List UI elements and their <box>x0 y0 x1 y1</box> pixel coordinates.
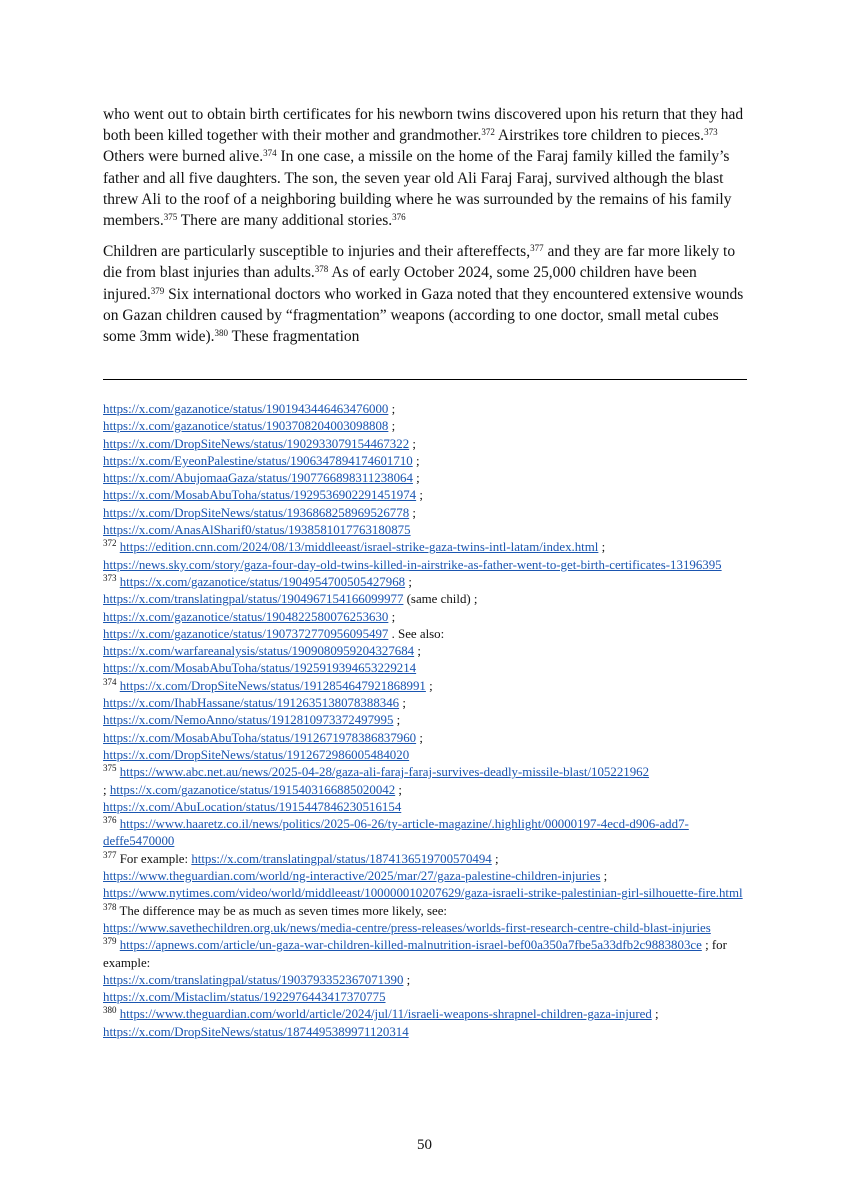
footnote-ref-373[interactable]: 373 <box>704 127 718 138</box>
footnote-link[interactable]: https://x.com/AnasAlSharif0/status/1938581017763180875 <box>103 523 411 538</box>
footnote-link[interactable]: https://x.com/gazanotice/status/1904954700505427968 <box>119 574 406 589</box>
footnote-372: $^{372}$ https://edition.cnn.com/2024/08/13/middleeast/israel-strike-gaza-twins-intl-latam/index.html ; https://news.sky.com/story/gaza-four-day-old-twins-killed-in-airstrike-as-father-went-to-get-birth-certificates-13196395 <box>103 538 722 572</box>
footnote-number: 379 <box>103 936 117 947</box>
footnote-link[interactable]: https://edition.cnn.com/2024/08/13/middleeast/israel-strike-gaza-twins-intl-latam/index.html <box>119 540 599 555</box>
footnote-link[interactable]: https://news.sky.com/story/gaza-four-day-old-twins-killed-in-airstrike-as-father-went-to-get-birth-certificates-13196395 <box>103 557 722 572</box>
footnote-link[interactable]: https://www.haaretz.co.il/news/politics/2025-06-26/ty-article-magazine/.highlight/00000197-4ecd-d906-add7-deffe5470000 <box>103 817 689 849</box>
footnote-number: 374 <box>103 676 117 687</box>
text-run: Six international doctors who worked in Gaza noted that they encountered extensive wounds on Gazan children caused by “fragmentation” weapons (according to one doctor, small metal cubes some 3mm wide). <box>103 285 744 346</box>
footnote-380: $^{380}$ https://www.theguardian.com/world/article/2024/jul/11/israeli-weapons-shrapnel-children-gaza-injured ; https://x.com/DropSiteNews/status/1874495389971120314 <box>103 1005 659 1039</box>
footnote-374: $^{374}$ https://x.com/DropSiteNews/status/1912854647921868991 ; https://x.com/IhabHassane/status/1912635138078388346 ; https://x.com/NemoAnno/status/1912810973372497995 ; https://x.com/MosabAbuToha/status/1912671978386837960 ; https://x.com/DropSiteNews/status/1912672986005484020 <box>103 676 433 762</box>
text-run: Children are particularly susceptible to injuries and their aftereffects, <box>103 243 531 261</box>
text-run: As of early October 2024, some 25,000 children have been injured. <box>103 264 697 303</box>
text-run: and they are far more likely to die from blast injuries than adults. <box>103 243 736 282</box>
page-number: 50 <box>417 1137 432 1153</box>
footnote-link[interactable]: https://x.com/AbujomaaGaza/status/1907766898311238064 <box>103 471 413 486</box>
footnote-link[interactable]: https://x.com/translatingpal/status/1903793352367071390 <box>103 972 404 987</box>
footnote-number: 377 <box>103 849 117 860</box>
footnote-number: 372 <box>103 538 117 549</box>
footnote-376 <box>103 816 753 851</box>
footnote-number: 380 <box>103 1005 117 1016</box>
footnote-link[interactable]: https://www.theguardian.com/world/ng-interactive/2025/mar/27/gaza-palestine-children-injuries <box>103 869 601 884</box>
footnote-separator <box>103 379 747 380</box>
footnote-link[interactable]: https://x.com/warfareanalysis/status/1909080959204327684 <box>103 644 415 659</box>
main-body <box>103 104 751 357</box>
text-run: In one case, a missile on the home of the Faraj family killed the family’s father and all five daughters. The son, the seven year old Ali Faraj Faraj, survived although the blast threw Ali to the roof of a neighboring building where he was surrounded by the remains of his family members. <box>103 148 732 230</box>
footnote-379: $^{379}$ https://apnews.com/article/un-gaza-war-children-killed-malnutrition-israel-bef00a350a7fbe5a33dfb2c9883803ce ; for example: https://x.com/translatingpal/status/1903793352367071390 ; https://x.com/Mistaclim/status/1922976443417370775 <box>103 936 727 1005</box>
footnote-link[interactable]: https://x.com/DropSiteNews/status/1912854647921868991 <box>119 678 426 693</box>
footnote-ref-379[interactable]: 379 <box>150 285 165 296</box>
paragraph-1 <box>103 104 751 231</box>
text-run: Airstrikes tore children to pieces. <box>494 127 705 145</box>
footnote-link[interactable]: https://x.com/IhabHassane/status/1912635138078388346 <box>103 696 400 711</box>
footnote-ref-372[interactable]: 372 <box>481 127 495 138</box>
footnote-link[interactable]: https://x.com/gazanotice/status/1907372770956095497 <box>103 626 389 641</box>
footnote-ref-374[interactable]: 374 <box>263 148 277 159</box>
footnote-link[interactable]: https://x.com/gazanotice/status/1904822580076253630 <box>103 609 389 624</box>
footnote-number: 375 <box>103 763 117 774</box>
footnote-375: $^{375}$ https://www.abc.net.au/news/2025-04-28/gaza-ali-faraj-faraj-survives-deadly-missile-blast/105221962 ; https://x.com/gazanotice/status/1915403166885020042 ; https://x.com/AbuLocation/status/1915447846230516154 <box>103 763 650 814</box>
footnote-373: $^{373}$ https://x.com/gazanotice/status/1904954700505427968 ; https://x.com/translatingpal/status/1904967154166099977 (same child) ; https://x.com/gazanotice/status/1904822580076253630 ; https://x.com/gazanotice/status/1907372770956095497 . See also: https://x.com/warfareanalysis/status/1909080959204327684 ; https://x.com/MosabAbuToha/status/1925919394653229214 <box>103 572 478 676</box>
footnote-link[interactable]: https://apnews.com/article/un-gaza-war-children-killed-malnutrition-israel-bef00a350a7fbe5a33dfb2c9883803ce <box>119 938 702 953</box>
footnote-ref-377[interactable]: 377 <box>530 243 544 254</box>
footnote-378: $^{378}$ The difference may be as much as seven times more likely, see: https://www.savethechildren.org.uk/news/media-centre/press-releases/worlds-first-research-centre-child-blast-injuries <box>103 901 711 935</box>
footnote-link[interactable]: https://www.theguardian.com/world/article/2024/jul/11/israeli-weapons-shrapnel-children-gaza-injured <box>119 1007 652 1022</box>
footnote-link[interactable]: https://x.com/Mistaclim/status/1922976443417370775 <box>103 990 386 1005</box>
footnote-link[interactable]: https://x.com/DropSiteNews/status/1874495389971120314 <box>103 1024 409 1039</box>
footnote-link[interactable]: https://x.com/EyeonPalestine/status/1906347894174601710 <box>103 453 413 468</box>
text-run: These fragmentation <box>228 328 360 346</box>
footnote-number: 378 <box>103 901 117 912</box>
paragraph-2 <box>103 241 751 347</box>
footnote-377: $^{377}$ For example: https://x.com/translatingpal/status/1874136519700570494 ; https://www.theguardian.com/world/ng-interactive/2025/mar/27/gaza-palestine-children-injuries ; https://www.nytimes.com/video/world/middleeast/100000010207629/gaza-israeli-strike-palestinian-girl-silhouette-fire.html <box>103 849 743 901</box>
footnote-link[interactable]: https://x.com/NemoAnno/status/1912810973372497995 <box>103 713 394 728</box>
footnote-number: 376 <box>103 815 117 826</box>
footnote-link[interactable]: https://x.com/gazanotice/status/1915403166885020042 <box>109 782 396 797</box>
footnote-ref-380[interactable]: 380 <box>214 328 228 339</box>
footnote-link[interactable]: https://x.com/gazanotice/status/1901943446463476000 <box>103 402 389 416</box>
footnote-link[interactable]: https://x.com/DropSiteNews/status/1902933079154467322 <box>103 436 410 451</box>
footnote-ref-375[interactable]: 375 <box>163 212 178 223</box>
footnote-link[interactable]: https://www.nytimes.com/video/world/middleeast/100000010207629/gaza-israeli-strike-palestinian-girl-silhouette-fire.html <box>103 886 743 901</box>
footnote-link[interactable]: https://x.com/MosabAbuToha/status/1929536902291451974 <box>103 488 417 503</box>
footnote-link[interactable]: https://x.com/MosabAbuToha/status/1912671978386837960 <box>103 730 417 745</box>
footnote-link[interactable]: https://x.com/DropSiteNews/status/1936868258969526778 <box>103 505 410 520</box>
footnote-link[interactable]: https://x.com/gazanotice/status/1903708204003098808 <box>103 419 389 434</box>
text-run: who went out to obtain birth certificates for his newborn twins discovered upon his return that they had both been killed together with their mother and grandmother. <box>103 106 744 145</box>
footnote-number: 373 <box>103 572 117 583</box>
footnote-link[interactable]: https://x.com/DropSiteNews/status/1912672986005484020 <box>103 747 410 762</box>
footnote-link[interactable]: https://x.com/MosabAbuToha/status/1925919394653229214 <box>103 661 417 676</box>
footnote-continuation: https://x.com/gazanotice/status/1901943446463476000 ; https://x.com/gazanotice/status/1903708204003098808 ; https://x.com/DropSiteNews/status/1902933079154467322 ; https://x.com/EyeonPalestine/status/1906347894174601710 ; https://x.com/AbujomaaGaza/status/1907766898311238064 ; https://x.com/MosabAbuToha/status/1929536902291451974 ; https://x.com/DropSiteNews/status/1936868258969526778 ; https://x.com/AnasAlSharif0/status/1938581017763180875 <box>103 402 423 538</box>
footnote-ref-378[interactable]: 378 <box>314 264 329 275</box>
footnotes-section <box>103 401 753 1041</box>
text-run: Others were burned alive. <box>103 148 264 166</box>
footnote-link[interactable]: https://www.savethechildren.org.uk/news/media-centre/press-releases/worlds-first-research-centre-child-blast-injuries <box>103 920 711 935</box>
text-run: There are many additional stories. <box>177 212 393 230</box>
footnote-link[interactable]: https://x.com/translatingpal/status/1904967154166099977 <box>103 592 404 607</box>
footnote-link[interactable]: https://x.com/AbuLocation/status/1915447846230516154 <box>103 799 402 814</box>
footnote-link[interactable]: https://x.com/translatingpal/status/1874136519700570494 <box>191 851 492 866</box>
footnote-ref-376[interactable]: 376 <box>392 212 406 223</box>
footnote-link[interactable]: https://www.abc.net.au/news/2025-04-28/gaza-ali-faraj-faraj-survives-deadly-missile-blast/105221962 <box>119 765 650 780</box>
